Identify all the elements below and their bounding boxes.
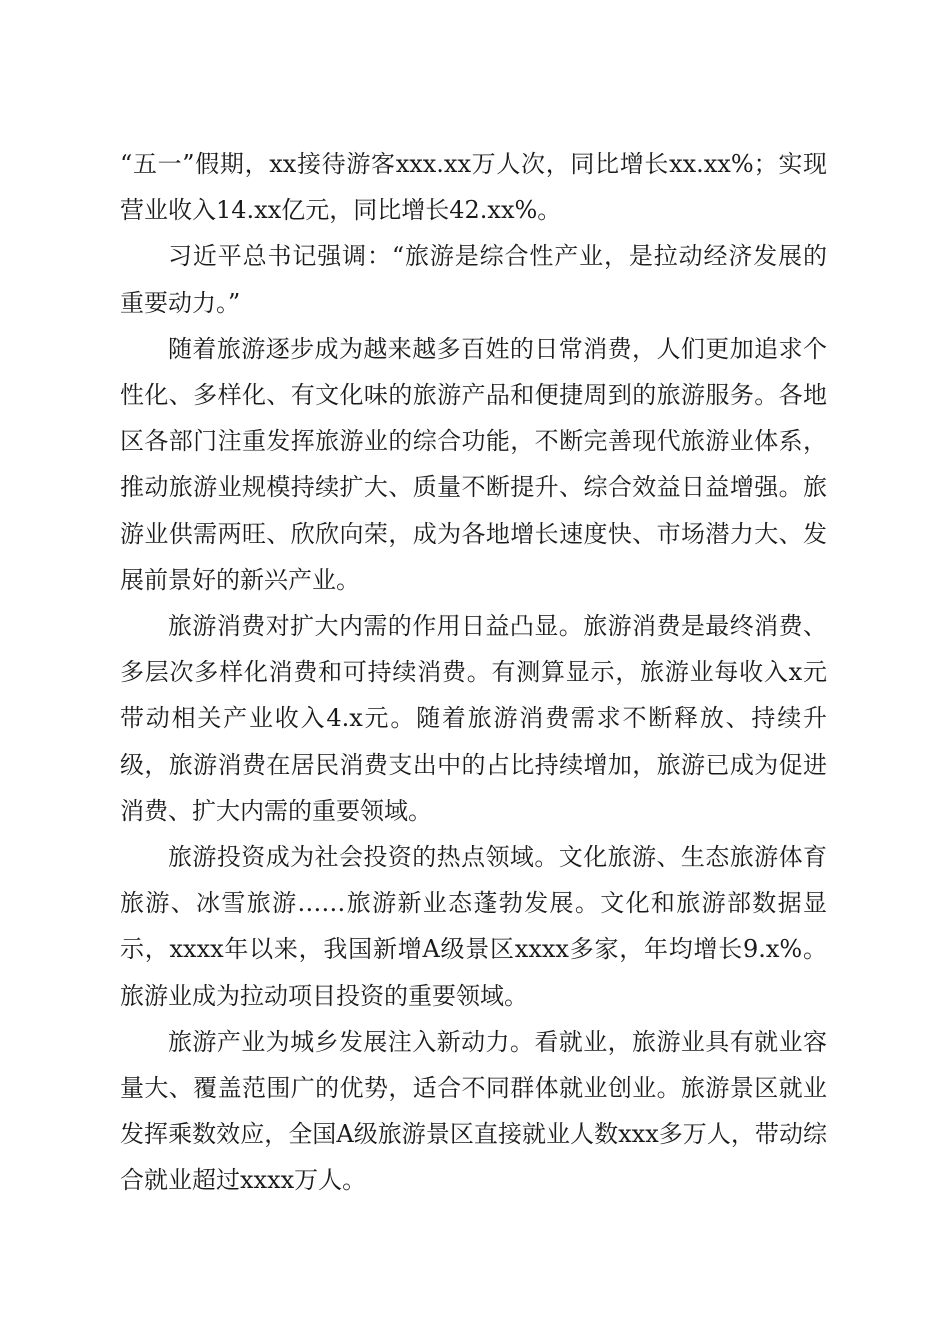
- paragraph-quote: 习近平总书记强调：“旅游是综合性产业，是拉动经济发展的重要动力。”: [120, 242, 827, 317]
- paragraph-domestic-demand: 旅游消费对扩大内需的作用日益凸显。旅游消费是最终消费、多层次多样化消费和可持续消费。有测算显示，旅游业每收入x元带动相关产业收入4.x元。随着旅游消费需求不断释放、持续升级，旅游消费在居民消费支出中的占比持续增加，旅游已成为促进消费、扩大内需的重要领域。: [120, 612, 827, 825]
- document-body: [120, 141, 827, 1204]
- paragraph-holiday-stats: “五一”假期，xx接待游客xxx.xx万人次，同比增长xx.xx%；实现营业收入14.xx亿元，同比增长42.xx%。: [120, 150, 827, 225]
- paragraph-investment: 旅游投资成为社会投资的热点领域。文化旅游、生态旅游体育旅游、冰雪旅游……旅游新业态蓬勃发展。文化和旅游部数据显示，xxxx年以来，我国新增A级景区xxxx多家，年均增长9.x%。旅游业成为拉动项目投资的重要领域。: [120, 843, 827, 1010]
- paragraph-employment: 旅游产业为城乡发展注入新动力。看就业，旅游业具有就业容量大、覆盖范围广的优势，适合不同群体就业创业。旅游景区就业发挥乘数效应，全国A级旅游景区直接就业人数xxx多万人，带动综合就业超过xxxx万人。: [120, 1027, 827, 1195]
- paragraph-tourism-consumption-trend: 随着旅游逐步成为越来越多百姓的日常消费，人们更加追求个性化、多样化、有文化味的旅游产品和便捷周到的旅游服务。各地区各部门注重发挥旅游业的综合功能，不断完善现代旅游业体系，推动旅游业规模持续扩大、质量不断提升、综合效益日益增强。旅游业供需两旺、欣欣向荣，成为各地增长速度快、市场潜力大、发展前景好的新兴产业。: [120, 334, 827, 594]
